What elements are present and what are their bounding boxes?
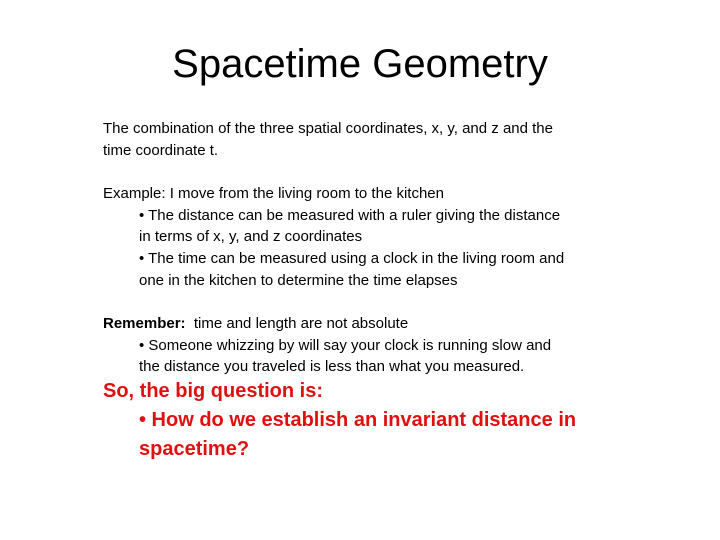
bullet-line: spacetime?: [139, 438, 250, 460]
definition: [103, 118, 553, 161]
definition-line: The combination of the three spatial coordinates, x, y, and z and the: [103, 120, 553, 137]
example-block: [103, 183, 564, 292]
remember-line: [103, 313, 551, 335]
bullet-line: in terms of x, y, and z coordinates: [139, 228, 363, 246]
remember-text: time and length are not absolute: [185, 315, 409, 332]
bullet-line: • The time can be measured using a clock in the living room and: [139, 250, 565, 268]
remember-block: [103, 313, 551, 378]
example-label: Example: I move from the living room to the kitchen: [103, 185, 444, 202]
question-block: [103, 377, 576, 464]
bullet-line: the distance you traveled is less than what you measured.: [139, 358, 525, 376]
bullet-line: • How do we establish an invariant distance in: [139, 409, 577, 431]
bullet-line: one in the kitchen to determine the time elapses: [139, 271, 458, 289]
remember-label: Remember:: [103, 315, 186, 332]
bullet-line: • The distance can be measured with a ruler giving the distance: [139, 206, 561, 224]
bullet-line: • Someone whizzing by will say your clock is running slow and: [139, 336, 552, 354]
slide-title: Spacetime Geometry: [172, 42, 548, 86]
question-heading: So, the big question is:: [103, 380, 323, 402]
definition-line: time coordinate t.: [103, 141, 219, 159]
